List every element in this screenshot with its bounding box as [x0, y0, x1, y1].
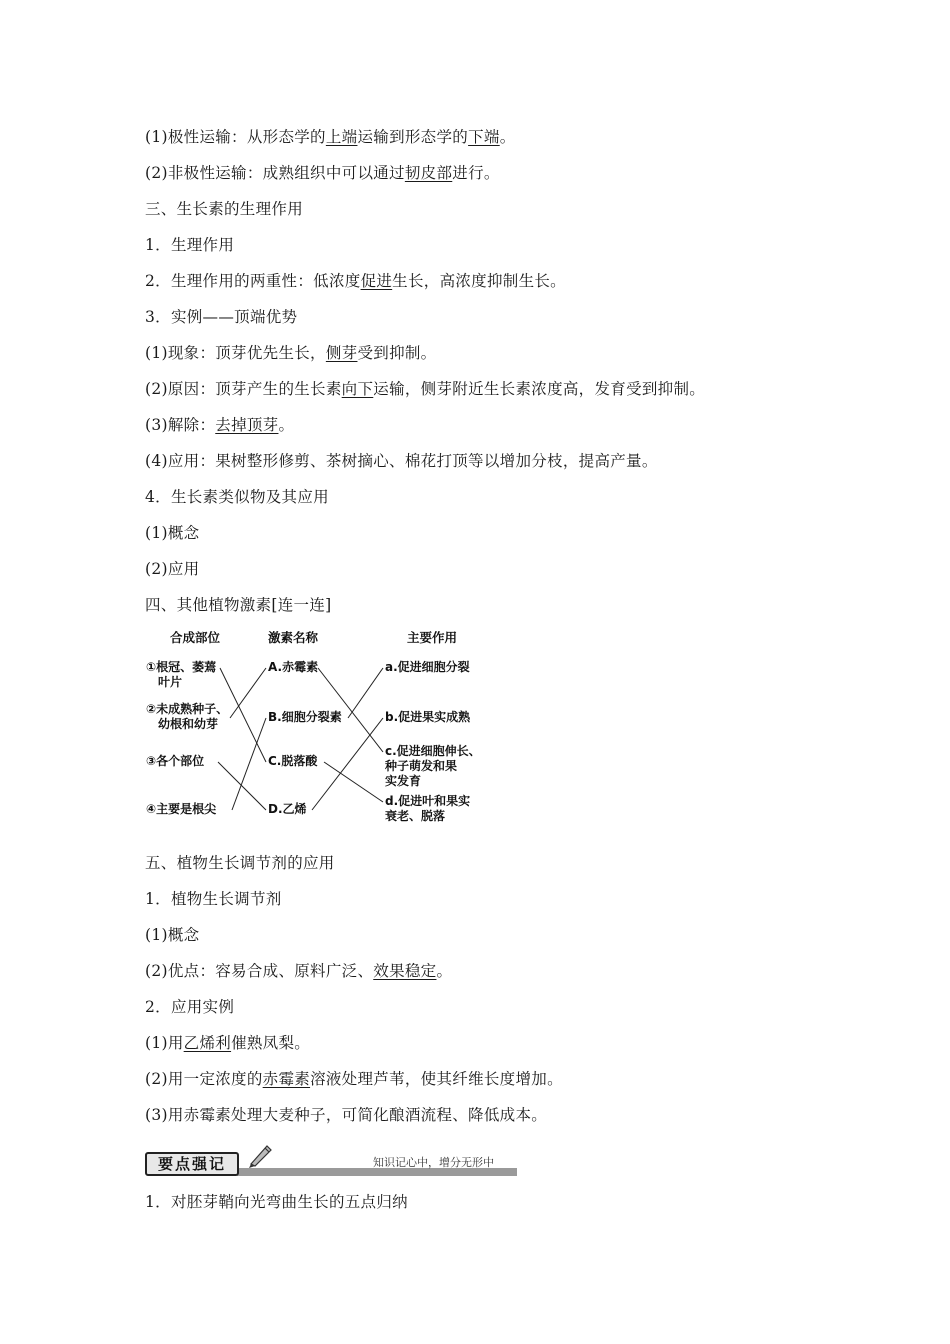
underlined-answer: 韧皮部: [404, 164, 453, 182]
text-span: (1)极性运输：从形态学的: [145, 128, 326, 146]
section-heading: [145, 199, 303, 219]
underlined-answer: 赤霉素: [262, 1070, 311, 1088]
text-line: [145, 451, 658, 471]
text-span: 运输，侧芽附近生长素浓度高，发育受到抑制。: [373, 380, 706, 398]
text-span: 溶液处理芦苇，使其纤维长度增加。: [310, 1070, 563, 1088]
underlined-answer: 侧芽: [325, 344, 358, 362]
underlined-answer: 去掉顶芽: [215, 416, 279, 434]
text-span: (1)概念: [145, 524, 200, 542]
text-line: [145, 961, 452, 981]
text-span: 进行。: [452, 164, 500, 182]
text-span: 四、其他植物激素[连一连]: [145, 596, 332, 614]
underlined-answer: 向下: [341, 380, 374, 398]
site-item: ③各个部位: [146, 754, 205, 768]
text-span: (2)非极性运输：成熟组织中可以通过: [145, 164, 405, 182]
site-item: ②未成熟种子、 幼根和幼芽: [146, 702, 229, 731]
text-line: [145, 163, 500, 183]
text-line: [145, 523, 199, 543]
key-points-banner: [145, 1142, 517, 1178]
text-line: [145, 559, 199, 579]
effect-item: b.促进果实成熟: [385, 710, 471, 724]
text-span: 1．对胚芽鞘向光弯曲生长的五点归纳: [145, 1193, 408, 1211]
text-span: 五、植物生长调节剂的应用: [145, 854, 335, 872]
text-span: 1．植物生长调节剂: [145, 890, 282, 908]
connector-line: [232, 718, 266, 810]
text-line: [145, 1105, 547, 1125]
text-line: [145, 343, 436, 363]
underlined-answer: 促进: [360, 272, 393, 290]
hormone-matching-diagram: [140, 622, 500, 832]
underlined-answer: 上端: [325, 128, 358, 146]
text-span: 3．实例——顶端优势: [145, 308, 298, 326]
banner-slogan: 知识记心中，增分无形中: [373, 1156, 494, 1169]
banner-label: 要点强记: [145, 1152, 239, 1176]
text-span: 运输到形态学的: [357, 128, 469, 146]
text-span: (3)用赤霉素处理大麦种子，可简化酿酒流程、降低成本。: [145, 1106, 548, 1124]
underlined-answer: 乙烯利: [183, 1034, 232, 1052]
text-line: [145, 271, 566, 291]
text-line: [145, 1033, 310, 1053]
text-line: [145, 889, 282, 909]
section-heading: [145, 853, 335, 873]
site-item: ④主要是根尖: [146, 802, 217, 816]
text-span: 受到抑制。: [357, 344, 437, 362]
text-span: 。: [499, 128, 516, 146]
hormone-item: A.赤霉素: [268, 660, 319, 674]
text-line: [145, 379, 705, 399]
text-span: (1)用: [145, 1034, 184, 1052]
text-line: [145, 925, 199, 945]
effect-item: a.促进细胞分裂: [385, 660, 470, 674]
text-span: (1)现象：顶芽优先生长，: [145, 344, 326, 362]
site-item: ①根冠、萎蔫 叶片: [146, 660, 217, 689]
text-span: 2．应用实例: [145, 998, 235, 1016]
hormone-item: C.脱落酸: [268, 754, 318, 768]
connector-line: [324, 762, 383, 802]
text-span: (1)概念: [145, 926, 200, 944]
section-heading: [145, 595, 332, 615]
effect-item: c.促进细胞伸长、 种子萌发和果 实发育: [385, 744, 481, 788]
text-line: [145, 997, 234, 1017]
text-span: (2)应用: [145, 560, 200, 578]
underlined-answer: 下端: [468, 128, 500, 146]
text-span: 三、生长素的生理作用: [145, 200, 304, 218]
text-span: 催熟凤梨。: [231, 1034, 311, 1052]
effect-item: d.促进叶和果实 衰老、脱落: [385, 794, 471, 823]
text-line: [145, 1192, 408, 1212]
text-line: [145, 1069, 563, 1089]
text-span: 4．生长素类似物及其应用: [145, 488, 329, 506]
text-span: 。: [278, 416, 295, 434]
header-site: 合成部位: [170, 630, 221, 645]
text-span: (3)解除：: [145, 416, 216, 434]
connector-line: [230, 668, 266, 718]
text-span: (2)用一定浓度的: [145, 1070, 263, 1088]
text-line: [145, 415, 294, 435]
underlined-answer: 效果稳定: [373, 962, 437, 980]
header-hormone: 激素名称: [268, 630, 319, 645]
text-span: (4)应用：果树整形修剪、茶树摘心、棉花打顶等以增加分枝，提高产量。: [145, 452, 658, 470]
text-span: 2．生理作用的两重性：低浓度: [145, 272, 361, 290]
header-effect: 主要作用: [407, 630, 458, 645]
hormone-item: D.乙烯: [268, 802, 307, 816]
connector-line: [218, 762, 266, 810]
connector-line: [348, 668, 383, 718]
text-line: [145, 487, 329, 507]
text-span: 1．生理作用: [145, 236, 235, 254]
text-span: (2)优点：容易合成、原料广泛、: [145, 962, 374, 980]
hormone-item: B.细胞分裂素: [268, 710, 342, 724]
text-line: [145, 127, 516, 147]
text-span: 生长，高浓度抑制生长。: [392, 272, 566, 290]
text-line: [145, 235, 234, 255]
text-span: (2)原因：顶芽产生的生长素: [145, 380, 342, 398]
text-line: [145, 307, 297, 327]
text-span: 。: [436, 962, 453, 980]
connector-line: [312, 718, 383, 810]
pencil-icon: [245, 1142, 273, 1168]
